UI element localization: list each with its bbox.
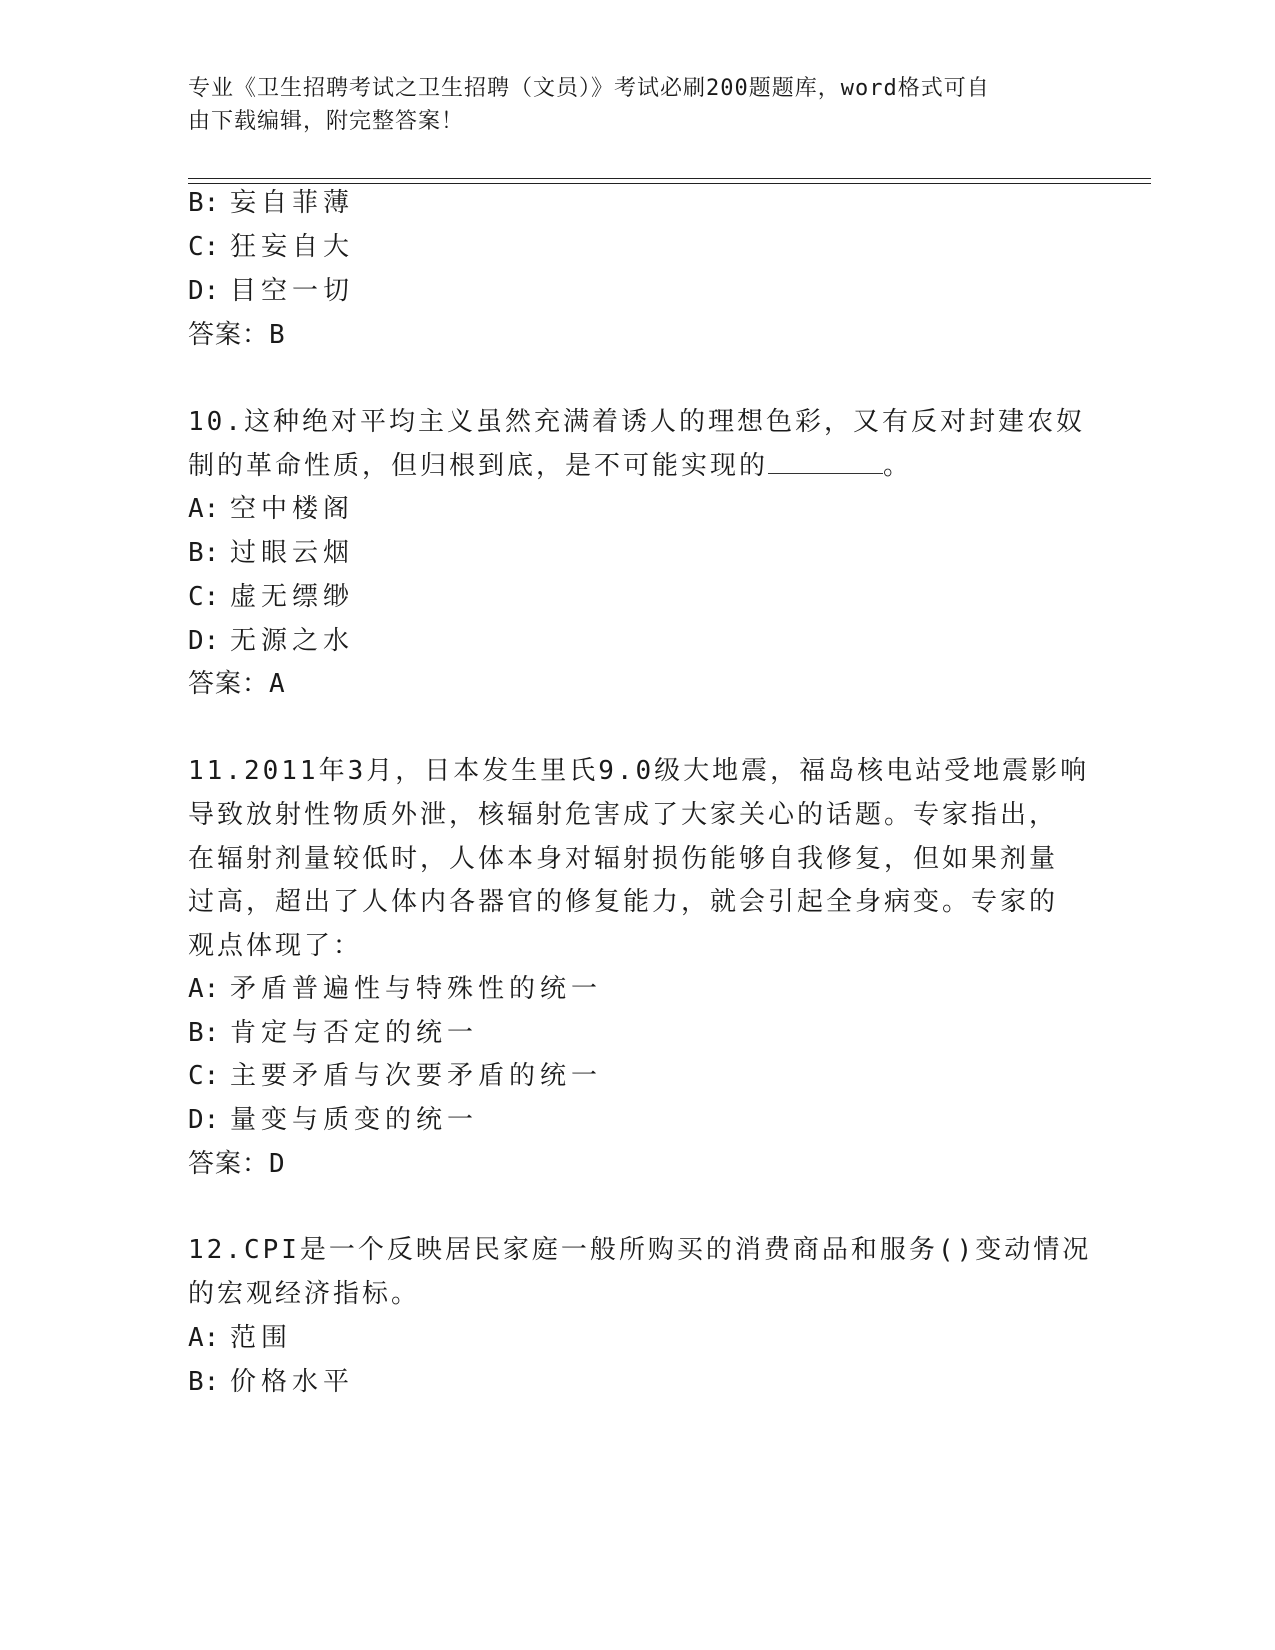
header-line-2: 由下载编辑，附完整答案！ [188, 109, 465, 134]
q10-stem-line-1: 10.这种绝对平均主义虽然充满着诱人的理想色彩，又有反对封建农奴 [188, 407, 1085, 437]
q10-option-a: A: 空中楼阁 [188, 494, 355, 524]
q11-answer: 答案：D [188, 1149, 286, 1179]
q10-option-c: C: 虚无缥缈 [188, 582, 355, 612]
header-divider-top [188, 178, 1151, 179]
header-divider-bottom [188, 183, 1151, 184]
q11-stem-line-2: 导致放射性物质外泄，核辐射危害成了大家关心的话题。专家指出， [188, 800, 1059, 830]
q11-option-a: A: 矛盾普遍性与特殊性的统一 [188, 974, 603, 1004]
q11-stem-line-1: 11.2011年3月，日本发生里氏9.0级大地震，福岛核电站受地震影响 [188, 756, 1090, 786]
q10-stem-line-2: 制的革命性质，但归根到底，是不可能实现的 。 [188, 451, 913, 481]
q11-stem-line-5: 观点体现了： [188, 931, 363, 961]
q11-option-d: D: 量变与质变的统一 [188, 1105, 479, 1135]
fill-in-blank [768, 451, 883, 474]
q9-option-b: B: 妄自菲薄 [188, 188, 355, 218]
q11-option-c: C: 主要矛盾与次要矛盾的统一 [188, 1061, 603, 1091]
q10-option-b: B: 过眼云烟 [188, 538, 355, 568]
q11-option-b: B: 肯定与否定的统一 [188, 1018, 479, 1048]
q12-stem-line-1: 12.CPI是一个反映居民家庭一般所购买的消费商品和服务()变动情况 [188, 1235, 1092, 1265]
q12-option-a: A: 范围 [188, 1323, 293, 1353]
q11-stem-line-4: 过高，超出了人体内各器官的修复能力，就会引起全身病变。专家的 [188, 887, 1059, 917]
q12-stem-line-2: 的宏观经济指标。 [188, 1279, 421, 1309]
q10-option-d: D: 无源之水 [188, 626, 355, 656]
q10-answer: 答案：A [188, 669, 286, 699]
header-line-1: 专业《卫生招聘考试之卫生招聘（文员）》考试必刷200题题库，word格式可自 [188, 76, 990, 101]
q9-option-c: C: 狂妄自大 [188, 232, 355, 262]
q9-option-d: D: 目空一切 [188, 276, 355, 306]
q11-stem-line-3: 在辐射剂量较低时，人体本身对辐射损伤能够自我修复，但如果剂量 [188, 844, 1059, 874]
document-header [188, 72, 1068, 138]
q12-option-b: B: 价格水平 [188, 1367, 355, 1397]
q9-answer: 答案：B [188, 320, 286, 350]
